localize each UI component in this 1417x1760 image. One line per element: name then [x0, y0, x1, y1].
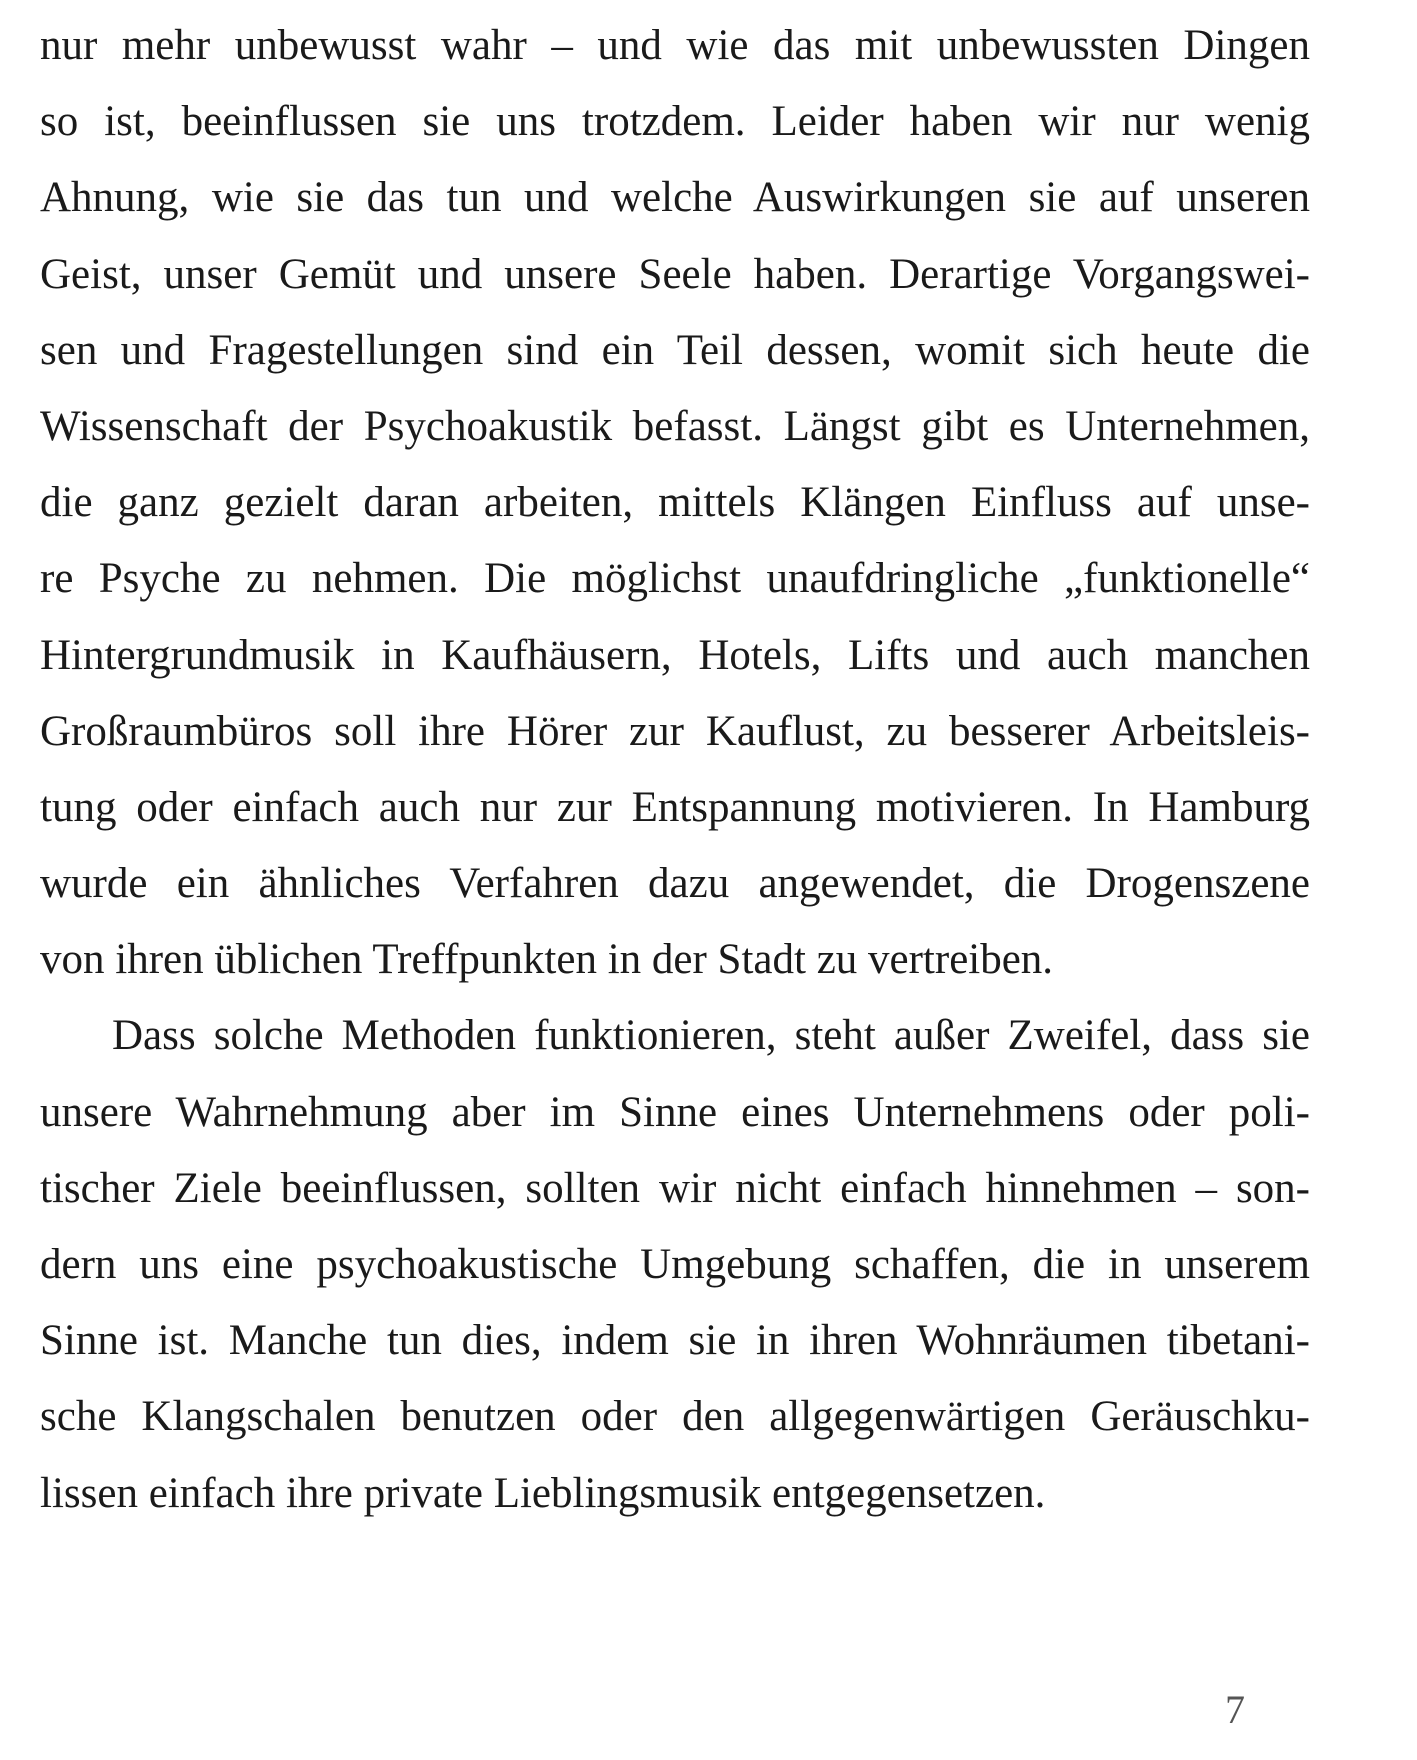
text-line: lissen einfach ihre private Lieblingsmusik entgegensetzen. — [40, 1469, 1046, 1517]
text-line: dern uns eine psychoakustische Umgebung schaffen, die in unserem — [40, 1241, 1310, 1288]
text-line: so ist, beeinflussen sie uns trotzdem. Leider haben wir nur wenig — [40, 98, 1310, 146]
text-line: Ahnung, wie sie das tun und welche Auswirkungen sie auf unseren — [40, 174, 1310, 222]
text-line: Großraumbüros soll ihre Hörer zur Kauflust, zu besserer Arbeitsleis- — [40, 707, 1310, 755]
paragraph-2 — [40, 998, 1310, 1531]
text-line: Hintergrundmusik in Kaufhäusern, Hotels, Lifts und auch manchen — [40, 631, 1310, 679]
text-line: von ihren üblichen Treffpunkten in der Stadt zu vertreiben. — [40, 936, 1054, 984]
text-line: re Psyche zu nehmen. Die möglichst unaufdringliche „funktionelle“ — [40, 555, 1310, 603]
text-line: wurde ein ähnliches Verfahren dazu angewendet, die Drogenszene — [40, 860, 1310, 908]
text-line: Wissenschaft der Psychoakustik befasst. Längst gibt es Unternehmen, — [40, 402, 1310, 450]
text-line: Geist, unser Gemüt und unsere Seele haben. Derartige Vorgangswei- — [40, 250, 1310, 298]
text-line: sche Klangschalen benutzen oder den allgegenwärtigen Geräuschku- — [40, 1393, 1310, 1441]
page-number: 7 — [1225, 1687, 1245, 1732]
text-line: unsere Wahrnehmung aber im Sinne eines Unternehmens oder poli- — [40, 1088, 1310, 1136]
text-line: nur mehr unbewusst wahr – und wie das mit unbewussten Dingen — [40, 22, 1310, 69]
body-text — [40, 8, 1310, 1532]
text-line: die ganz gezielt daran arbeiten, mittels Klängen Einfluss auf unse- — [40, 479, 1310, 527]
paragraph-1 — [40, 8, 1310, 998]
text-line: tung oder einfach auch nur zur Entspannung motivieren. In Hamburg — [40, 783, 1310, 831]
text-line: tischer Ziele beeinflussen, sollten wir nicht einfach hinnehmen – son- — [40, 1164, 1310, 1212]
text-line: Dass solche Methoden funktionieren, steht außer Zweifel, dass sie — [112, 1012, 1310, 1060]
text-line: sen und Fragestellungen sind ein Teil dessen, womit sich heute die — [40, 326, 1310, 374]
text-line: Sinne ist. Manche tun dies, indem sie in ihren Wohnräumen tibetani- — [40, 1317, 1310, 1365]
